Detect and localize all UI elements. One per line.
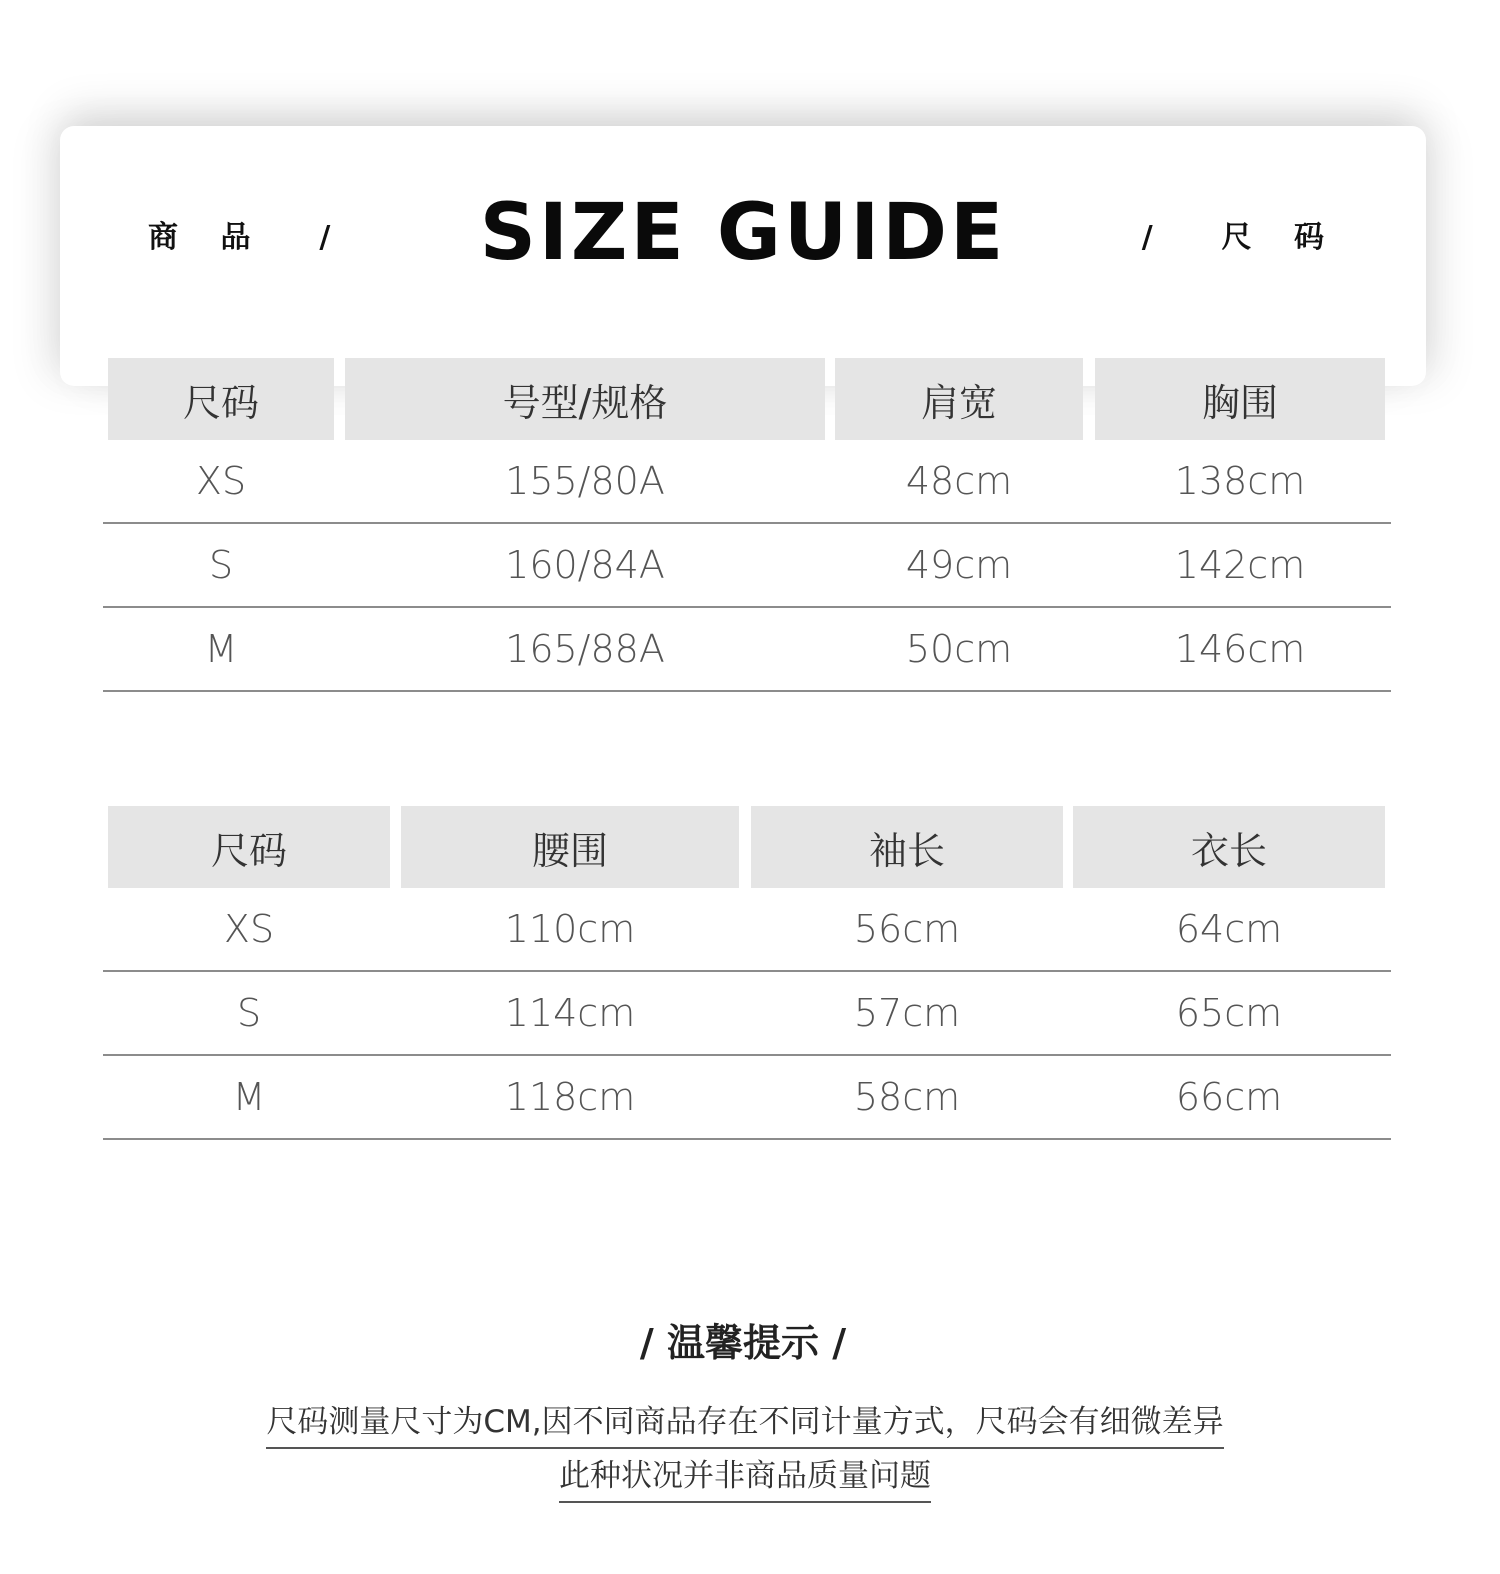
table-header-cell: 腰围: [401, 806, 739, 888]
table-cell: 138cm: [1174, 459, 1306, 503]
table-cell: 56cm: [853, 907, 961, 951]
table-cell: 165/88A: [505, 627, 665, 671]
table-cell: 57cm: [853, 991, 961, 1035]
table-header-cell: 肩宽: [835, 358, 1083, 440]
table-cell: M: [204, 627, 238, 671]
table-cell: 65cm: [1175, 991, 1283, 1035]
table-cell: 48cm: [905, 459, 1013, 503]
table-cell: S: [236, 991, 262, 1035]
table-cell: 142cm: [1174, 543, 1306, 587]
table-header-row: [103, 806, 1391, 888]
table-cell: 160/84A: [505, 543, 665, 587]
tips-line-1: [0, 1396, 1490, 1449]
table-header-cell: 尺码: [108, 358, 334, 440]
size-table-1: [103, 358, 1391, 692]
table-header-cell: 尺码: [108, 806, 390, 888]
table-cell: 49cm: [905, 543, 1013, 587]
table-cell: 114cm: [504, 991, 636, 1035]
table-cell: 50cm: [905, 627, 1013, 671]
tips-text-2: 此种状况并非商品质量问题: [559, 1450, 931, 1503]
header-left-label: 商 品 /: [148, 220, 347, 255]
table-row: [103, 608, 1391, 692]
table-cell: 118cm: [504, 1075, 636, 1119]
table-row: [103, 888, 1391, 972]
tips-line-2: [0, 1450, 1490, 1503]
size-table-2: [103, 806, 1391, 1140]
table-cell: XS: [223, 907, 275, 951]
table-row: [103, 440, 1391, 524]
tips-text-1: 尺码测量尺寸为CM,因不同商品存在不同计量方式，尺码会有细微差异: [266, 1396, 1223, 1449]
tips-title: / 温馨提示 /: [639, 1321, 847, 1365]
table-header-cell: 号型/规格: [345, 358, 825, 440]
table-cell: 66cm: [1175, 1075, 1283, 1119]
table-cell: XS: [195, 459, 247, 503]
table-header-cell: 袖长: [751, 806, 1063, 888]
table-cell: M: [232, 1075, 266, 1119]
table-cell: 58cm: [853, 1075, 961, 1119]
table-cell: 155/80A: [505, 459, 665, 503]
table-cell: 146cm: [1174, 627, 1306, 671]
table-cell: 64cm: [1175, 907, 1283, 951]
table-header-cell: 胸围: [1095, 358, 1385, 440]
table-header-cell: 衣长: [1073, 806, 1385, 888]
page-title: SIZE GUIDE: [479, 188, 1007, 278]
table-cell: 110cm: [504, 907, 636, 951]
table-row: [103, 972, 1391, 1056]
table-row: [103, 524, 1391, 608]
table-cell: S: [208, 543, 234, 587]
header-right-label: / 尺 码: [1141, 220, 1340, 255]
table-row: [103, 1056, 1391, 1140]
table-header-row: [103, 358, 1391, 440]
